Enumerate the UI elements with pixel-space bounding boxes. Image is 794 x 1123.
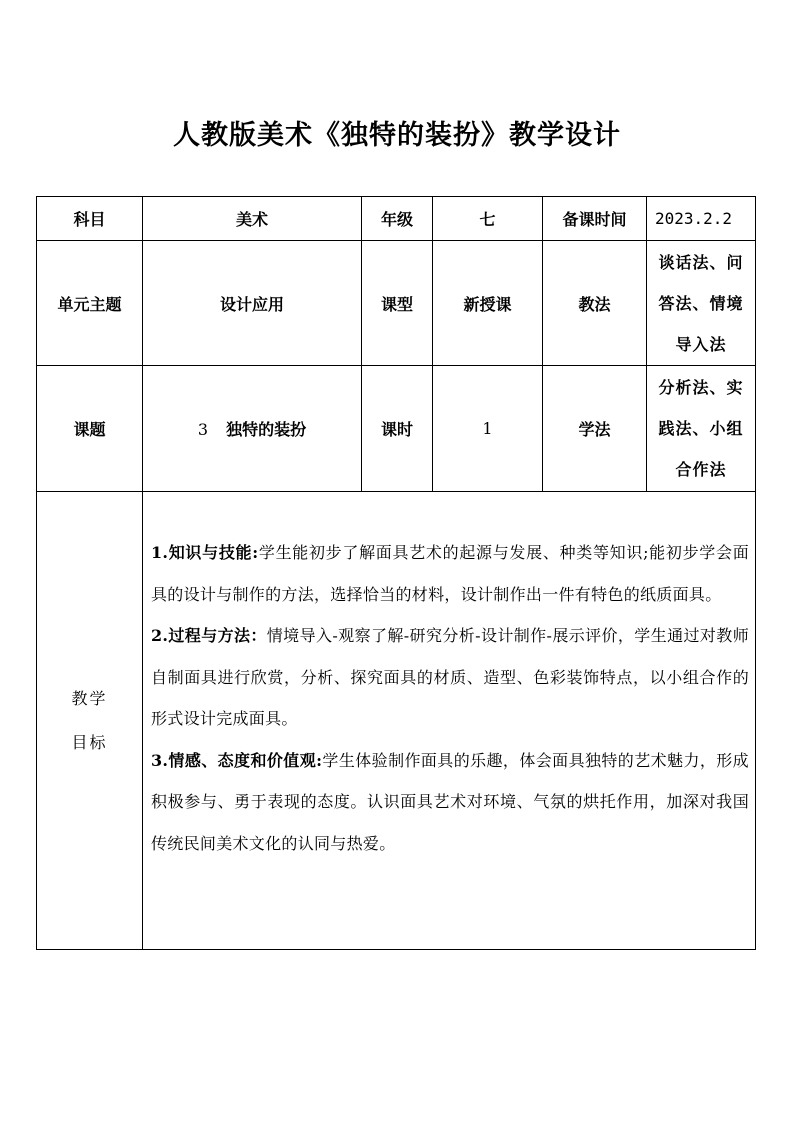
topic-number: 3 xyxy=(197,420,209,439)
table-row xyxy=(37,492,756,950)
teaching-method-value: 谈话法、问答法、情境导入法 xyxy=(647,241,756,366)
topic-value: 独特的装扮 xyxy=(226,420,307,439)
unit-label: 单元主题 xyxy=(37,241,143,366)
objectives-label xyxy=(37,492,143,950)
objectives-label-line2: 目标 xyxy=(71,732,108,752)
objectives-label-line1: 教学 xyxy=(71,688,108,708)
topic-label: 课题 xyxy=(37,366,143,492)
objective-text: 学生能初步了解面具艺术的起源与发展、种类等知识;能初步学会面具的设计与制作的方法，选择恰当的材料，设计制作出一件有特色的纸质面具。 xyxy=(151,543,749,604)
subject-label: 科目 xyxy=(37,197,143,241)
table-row xyxy=(37,241,756,366)
lesson-type-label: 课型 xyxy=(362,241,433,366)
learning-method-label: 学法 xyxy=(543,366,647,492)
prep-time-value: 2023.2.2 xyxy=(647,197,756,241)
objective-item xyxy=(151,740,749,865)
objective-heading: 3.情感、态度和价值观: xyxy=(151,750,323,770)
topic-cell xyxy=(143,366,362,492)
grade-value: 七 xyxy=(433,197,543,241)
table-row xyxy=(37,366,756,492)
objective-heading: 1.知识与技能: xyxy=(151,543,259,562)
lesson-plan-table xyxy=(36,196,756,950)
learning-method-value: 分析法、实践法、小组合作法 xyxy=(647,366,756,492)
objective-text: 学生体验制作面具的乐趣，体会面具独特的艺术魅力，形成积极参与、勇于表现的态度。认识面具艺术对环境、气氛的烘托作用，加深对我国传统民间美术文化的认同与热爱。 xyxy=(151,750,749,853)
periods-label: 课时 xyxy=(362,366,433,492)
objective-item xyxy=(151,532,749,615)
grade-label: 年级 xyxy=(362,197,433,241)
objective-heading: 2.过程与方法： xyxy=(151,626,267,645)
subject-value: 美术 xyxy=(143,197,362,241)
prep-time-label: 备课时间 xyxy=(543,197,647,241)
teaching-method-label: 教法 xyxy=(543,241,647,366)
unit-value: 设计应用 xyxy=(143,241,362,366)
table-row xyxy=(37,197,756,241)
lesson-type-value: 新授课 xyxy=(433,241,543,366)
objectives-content xyxy=(143,492,756,950)
page-title: 人教版美术《独特的装扮》教学设计 xyxy=(173,120,621,151)
objective-item xyxy=(151,615,749,740)
periods-value: 1 xyxy=(433,366,543,492)
objective-text: 情境导入-观察了解-研究分析-设计制作-展示评价，学生通过对教师自制面具进行欣赏，分析、探究面具的材质、造型、色彩装饰特点，以小组合作的形式设计完成面具。 xyxy=(151,626,749,728)
